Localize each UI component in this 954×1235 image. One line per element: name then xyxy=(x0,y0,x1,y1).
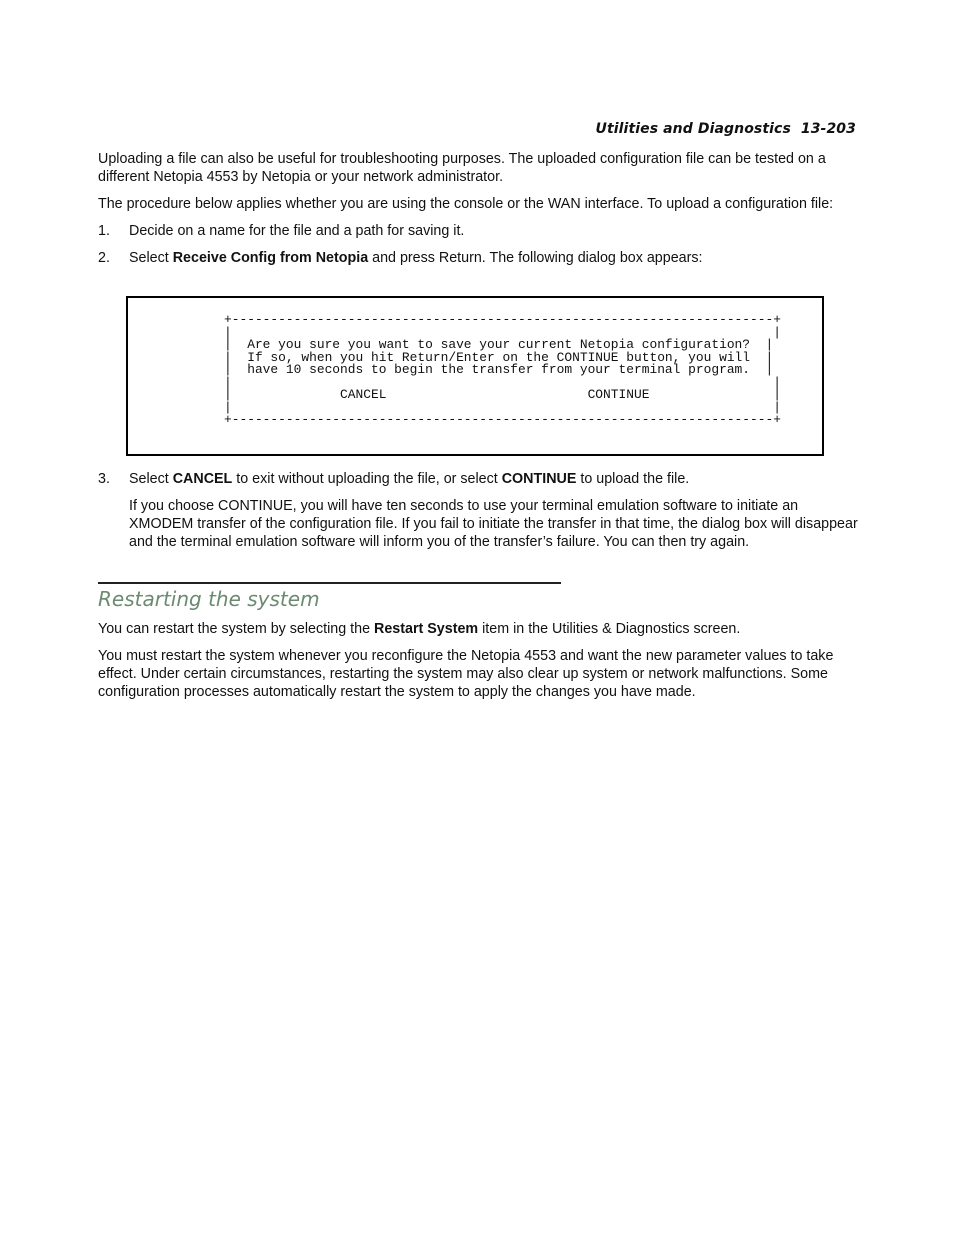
step-text-pre: Select xyxy=(129,250,173,266)
intro-paragraph-1: Uploading a file can also be useful for troubleshooting purposes. The uploaded configuration file can be tested on a different Netopia 4553 by Netopia or your network administrator. xyxy=(98,151,826,185)
section-divider xyxy=(98,582,561,584)
step-text xyxy=(129,249,858,267)
step-text-pre: Select xyxy=(129,471,173,487)
step-body xyxy=(129,249,858,267)
step-body xyxy=(129,222,858,240)
step-text-post: to upload the file. xyxy=(576,471,690,487)
header-page-number: 13-203 xyxy=(800,121,856,137)
step-number: 3. xyxy=(98,471,110,487)
step-detail: If you choose CONTINUE, you will have ten seconds to use your terminal emulation software to initiate an XMODEM transfer of the configuration file. If you fail to initiate the transfer in that time, the dialog box will disappear and the terminal emulation software will inform you of the transfer’s failure. You can then try again. xyxy=(129,498,858,550)
restart-system-item: Restart System xyxy=(374,621,479,637)
step-1 xyxy=(98,222,858,240)
restart-text-post: item in the Utilities & Diagnostics screen. xyxy=(478,621,741,637)
restart-paragraph-2: You must restart the system whenever you reconfigure the Netopia 4553 and want the new parameter values to take effect. Under certain circumstances, restarting the system may also clear up system or network malfunctions. Some configuration processes automatically restart the system to apply the changes you have made. xyxy=(98,648,834,700)
step-text xyxy=(129,470,858,488)
header-section-title: Utilities and Diagnostics xyxy=(595,121,791,137)
step-2 xyxy=(98,249,858,267)
menu-item-name: Receive Config from Netopia xyxy=(172,250,369,266)
step-text-mid: to exit without uploading the file, or select xyxy=(232,471,502,487)
intro-paragraph-2: The procedure below applies whether you are using the console or the WAN interface. To upload a configuration file: xyxy=(98,196,834,212)
step-text: Decide on a name for the file and a path for saving it. xyxy=(129,223,465,239)
section-heading: Restarting the system xyxy=(98,587,320,611)
step-body xyxy=(129,470,858,551)
step-3 xyxy=(98,470,858,551)
dialog-ascii-box: +----------------------------------------------------------------------+ | | | Are you sure you want to save your current Netopia configuration? | | If so, when you hit Return/Enter on the CONTINUE button, you will | | have 10 seconds to begin the transfer from your terminal program. | | | | CANCEL CONTINUE | | | +----------------------------------------------------------------------+ xyxy=(224,312,781,427)
cancel-keyword: CANCEL xyxy=(172,471,233,487)
dialog-screen-figure xyxy=(126,296,824,456)
step-number: 2. xyxy=(98,250,110,266)
step-text-post: and press Return. The following dialog box appears: xyxy=(368,250,703,266)
continue-keyword: CONTINUE xyxy=(501,471,577,487)
running-header xyxy=(595,121,856,137)
step-number: 1. xyxy=(98,223,110,239)
restart-text-pre: You can restart the system by selecting the xyxy=(98,621,375,637)
page-content xyxy=(98,150,858,710)
restart-paragraph-1 xyxy=(98,620,858,638)
